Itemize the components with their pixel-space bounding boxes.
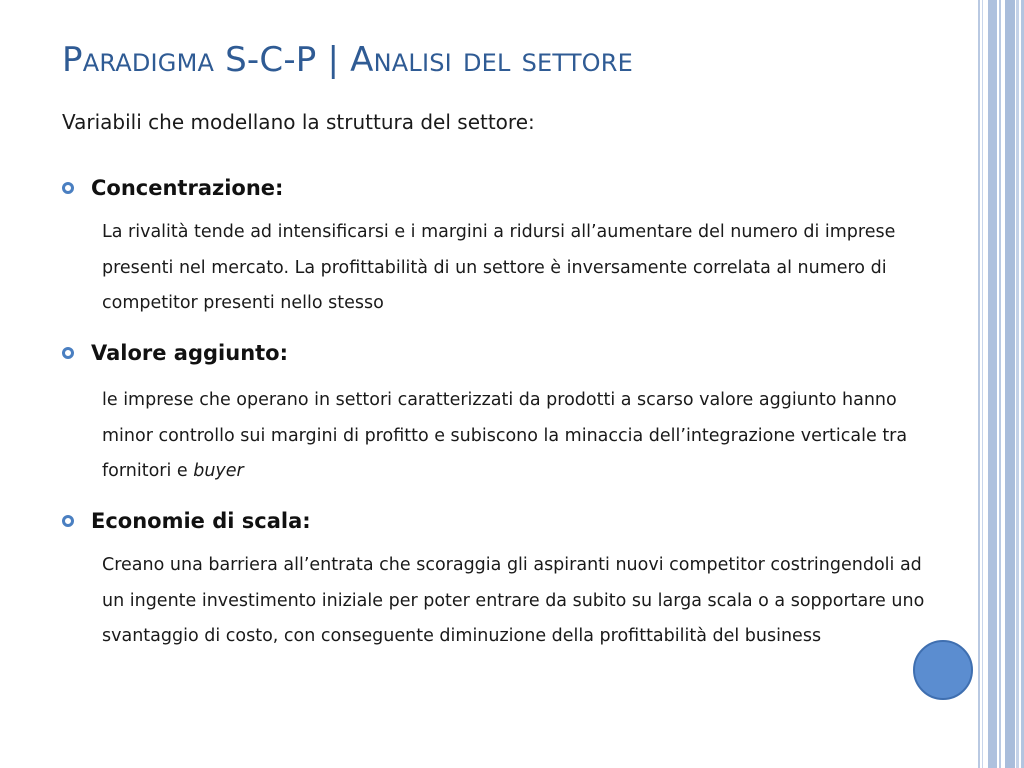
section-body-valore-aggiunto	[102, 383, 942, 490]
section-body-economie-di-scala: Creano una barriera all’entrata che scoraggia gli aspiranti nuovi competitor costringendoli ad un ingente investimento iniziale per poter entrare da subito su larga scala o a sopportare uno svantaggio di costo, con conseguente diminuzione della profittabilità del business	[102, 555, 925, 646]
border-stripe	[1016, 0, 1019, 768]
circle-bullet-icon	[62, 182, 74, 194]
right-border-decoration	[978, 0, 1024, 768]
border-stripe	[999, 0, 1001, 768]
section-heading-economie-di-scala	[62, 509, 311, 533]
intro-text: Variabili che modellano la struttura del settore:	[62, 110, 535, 134]
section-heading-text: Economie di scala:	[91, 509, 311, 533]
border-stripe	[988, 0, 997, 768]
section-heading-valore-aggiunto	[62, 341, 288, 365]
circle-bullet-icon	[62, 347, 74, 359]
section-body-text: le imprese che operano in settori caratterizzati da prodotti a scarso valore aggiunto hanno minor controllo sui margini di profitto e subiscono la minaccia dell’integrazione verticale tra fornitori e	[102, 390, 908, 481]
border-stripe	[978, 0, 980, 768]
decorative-circle	[913, 640, 973, 700]
section-body-concentrazione: La rivalità tende ad intensificarsi e i margini a ridursi all’aumentare del numero di imprese presenti nel mercato. La profittabilità di un settore è inversamente correlata al numero di competitor presenti nello stesso	[102, 222, 896, 313]
slide-title: Paradigma S-C-P | Analisi del settore	[62, 40, 634, 80]
circle-bullet-icon	[62, 515, 74, 527]
section-heading-concentrazione	[62, 176, 283, 200]
section-heading-text: Valore aggiunto:	[91, 341, 289, 365]
section-heading-text: Concentrazione:	[91, 176, 284, 200]
border-stripe	[982, 0, 983, 768]
section-body-italic-term: buyer	[193, 461, 244, 481]
border-stripe	[1005, 0, 1015, 768]
